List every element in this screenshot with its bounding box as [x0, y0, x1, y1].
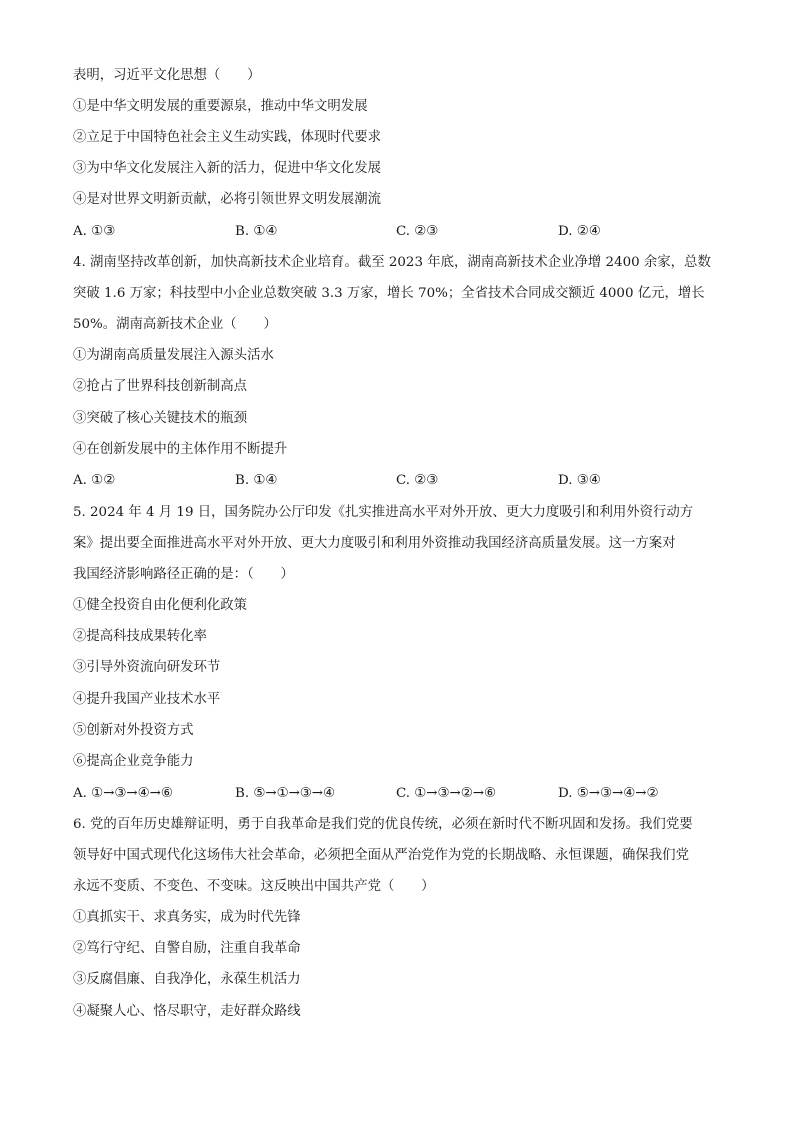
q3-option-a[interactable]: A. ①③ [73, 224, 116, 239]
q3-stem-tail: 表明，习近平文化思想（ ） [73, 68, 261, 83]
q6-stem-line-1: 6. 党的百年历史雄辩证明，勇于自我革命是我们党的优良传统，必须在新时代不断巩固和发扬。我们党要 [73, 817, 693, 832]
q4-stem-line-1: 4. 湖南坚持改革创新，加快高新技术企业培育。截至 2023 年底，湖南高新技术企业净增 2400 余家，总数 [73, 255, 711, 270]
q4-item-2: ②抢占了世界科技创新制高点 [73, 379, 248, 394]
q4-stem-line-2: 突破 1.6 万家；科技型中小企业总数突破 3.3 万家，增长 70%；全省技术合同成交额近 4000 亿元，增长 [73, 286, 705, 301]
q4-options [73, 471, 723, 491]
q4-option-d[interactable]: D. ③④ [558, 473, 601, 488]
q3-option-b[interactable]: B. ①④ [235, 224, 278, 239]
q4-item-4: ④在创新发展中的主体作用不断提升 [73, 442, 288, 457]
q4-option-c[interactable]: C. ②③ [396, 473, 439, 488]
q4-item-1: ①为湖南高质量发展注入源头活水 [73, 348, 274, 363]
q3-item-1: ①是中华文明发展的重要源泉，推动中华文明发展 [73, 99, 368, 114]
q4-option-b[interactable]: B. ①④ [235, 473, 278, 488]
q3-item-2: ②立足于中国特色社会主义生动实践，体现时代要求 [73, 130, 381, 145]
q5-stem-line-1: 5. 2024 年 4 月 19 日，国务院办公厅印发《扎实推进高水平对外开放、更大力度吸引和利用外资行动方 [73, 505, 694, 520]
q5-option-c[interactable]: C. ①→③→②→⑥ [396, 786, 496, 801]
q5-option-b[interactable]: B. ⑤→①→③→④ [235, 786, 336, 801]
q5-item-3: ③引导外资流向研发环节 [73, 660, 221, 675]
q3-option-c[interactable]: C. ②③ [396, 224, 439, 239]
q6-item-2: ②笃行守纪、自警自励，注重自我革命 [73, 941, 301, 956]
q5-stem-line-3: 我国经济影响路径正确的是：（ ） [73, 567, 294, 582]
q4-stem-line-3: 50%。湖南高新技术企业（ ） [73, 317, 277, 332]
q6-item-4: ④凝聚人心、恪尽职守，走好群众路线 [73, 1004, 301, 1019]
q6-item-1: ①真抓实干、求真务实，成为时代先锋 [73, 910, 301, 925]
q6-stem-line-2: 领导好中国式现代化这场伟大社会革命，必须把全面从严治党作为党的长期战略、永恒课题，确保我们党 [73, 848, 689, 863]
q3-option-d[interactable]: D. ②④ [558, 224, 601, 239]
q5-item-1: ①健全投资自由化便利化政策 [73, 598, 248, 613]
q5-stem-line-2: 案》提出要全面推进高水平对外开放、更大力度吸引和利用外资推动我国经济高质量发展。这一方案对 [73, 536, 676, 551]
q5-item-6: ⑥提高企业竞争能力 [73, 754, 194, 769]
q5-option-a[interactable]: A. ①→③→④→⑥ [73, 786, 173, 801]
q4-option-a[interactable]: A. ①② [73, 473, 116, 488]
q3-options [73, 222, 723, 242]
q5-item-2: ②提高科技成果转化率 [73, 629, 207, 644]
q5-option-d[interactable]: D. ⑤→③→④→② [558, 786, 659, 801]
q5-item-5: ⑤创新对外投资方式 [73, 723, 194, 738]
q5-item-4: ④提升我国产业技术水平 [73, 692, 221, 707]
q5-options [73, 784, 723, 804]
q4-item-3: ③突破了核心关键技术的瓶颈 [73, 411, 248, 426]
q6-stem-line-3: 永远不变质、不变色、不变味。这反映出中国共产党（ ） [73, 879, 435, 894]
q3-item-4: ④是对世界文明新贡献，必将引领世界文明发展潮流 [73, 192, 381, 207]
q3-item-3: ③为中华文化发展注入新的活力，促进中华文化发展 [73, 161, 381, 176]
q6-item-3: ③反腐倡廉、自我净化，永葆生机活力 [73, 972, 301, 987]
